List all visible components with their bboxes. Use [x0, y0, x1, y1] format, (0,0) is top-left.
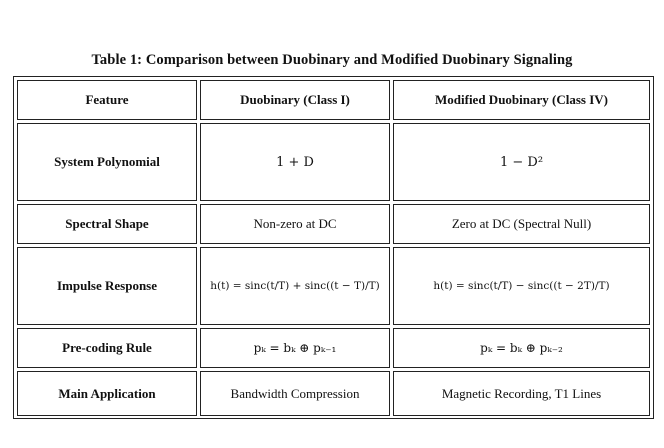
row-label-system-polynomial: System Polynomial [17, 123, 197, 201]
cell-modified-main-application: Magnetic Recording, T1 Lines [393, 371, 650, 416]
row-label-impulse-response: Impulse Response [17, 247, 197, 325]
header-feature: Feature [17, 80, 197, 120]
row-label-main-application: Main Application [17, 371, 197, 416]
cell-modified-impulse-response: h(t) = sinc(t/T) − sinc((t − 2T)/T) [393, 247, 650, 325]
header-modified-duobinary: Modified Duobinary (Class IV) [393, 80, 650, 120]
cell-duobinary-spectral-shape: Non-zero at DC [200, 204, 390, 244]
cell-modified-spectral-shape: Zero at DC (Spectral Null) [393, 204, 650, 244]
table-title: Table 1: Comparison between Duobinary and Modified Duobinary Signaling [91, 52, 573, 68]
cell-modified-polynomial: 1 − D² [393, 123, 650, 201]
header-duobinary: Duobinary (Class I) [200, 80, 390, 120]
cell-duobinary-main-application: Bandwidth Compression [200, 371, 390, 416]
cell-modified-precoding-rule: pₖ = bₖ ⊕ pₖ₋₂ [393, 328, 650, 368]
cell-duobinary-impulse-response: h(t) = sinc(t/T) + sinc((t − T)/T) [200, 247, 390, 325]
cell-duobinary-polynomial: 1 + D [200, 123, 390, 201]
comparison-table [13, 76, 654, 419]
row-label-spectral-shape: Spectral Shape [17, 204, 197, 244]
row-label-precoding-rule: Pre-coding Rule [17, 328, 197, 368]
cell-duobinary-precoding-rule: pₖ = bₖ ⊕ pₖ₋₁ [200, 328, 390, 368]
